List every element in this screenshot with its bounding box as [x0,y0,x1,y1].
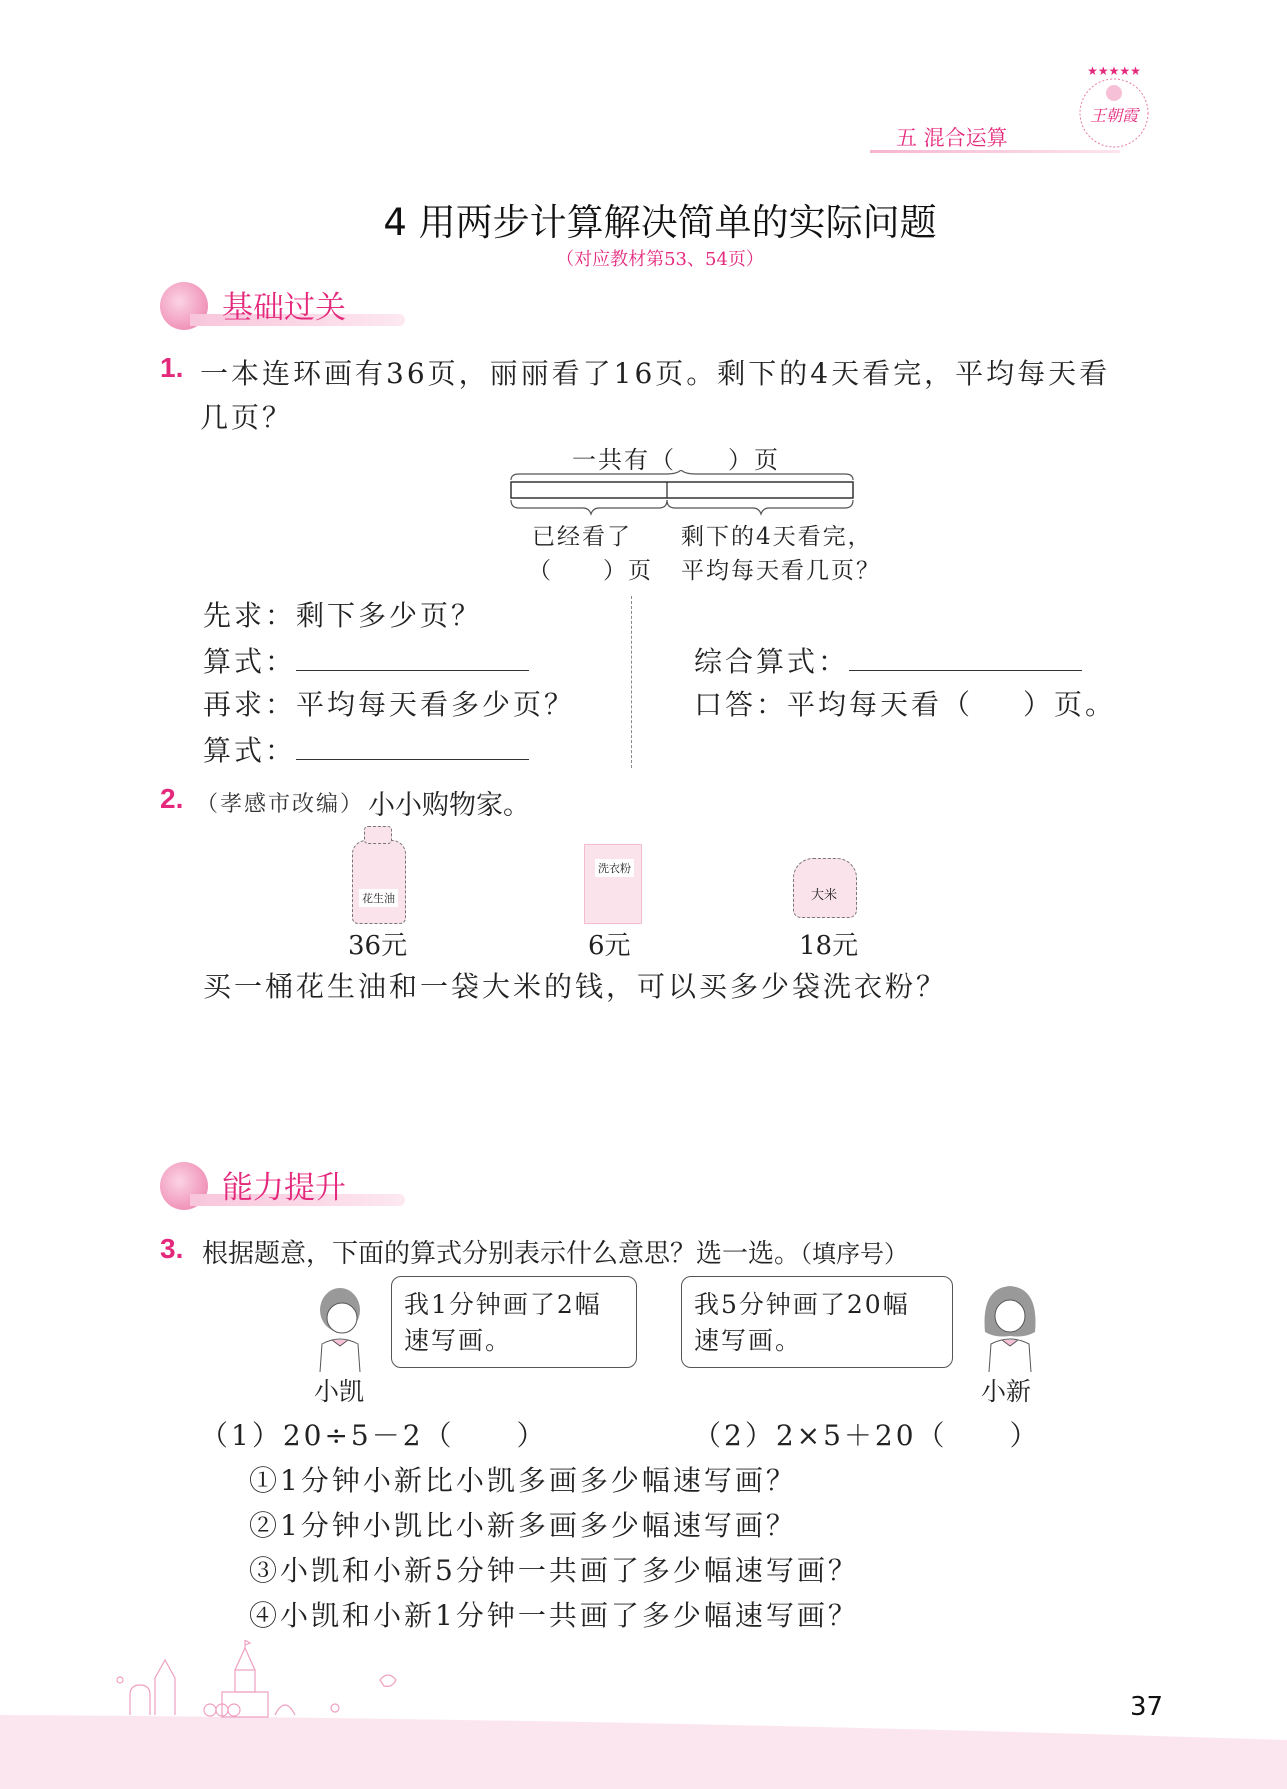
option-3: ③小凯和小新5分钟一共画了多少幅速写画？ [249,1554,859,1587]
product-price: 36元 [348,931,408,961]
boy-xiaokai-illustration [308,1284,372,1372]
option-1: ①1分钟小新比小凯多画多少幅速写画？ [249,1464,797,1497]
girl-xiaoxin-illustration [975,1282,1045,1372]
question-text: 买一桶花生油和一袋大米的钱，可以买多少袋洗衣粉？ [203,970,948,1003]
combined-formula-label: 综合算式： [694,645,850,678]
question-number: 1. [160,352,184,383]
diagram-remaining-question: 平均每天看几页？ [681,558,881,584]
banner-label: 基础过关 [222,290,346,326]
rice-bag-image [793,858,857,918]
peanut-oil-image [352,840,406,924]
banner-label: 能力提升 [222,1170,346,1206]
product-label: 大米 [811,888,838,903]
speech-text: 我5分钟画了20幅 [694,1290,910,1319]
answer-prefix: 口答：平均每天看（ [694,688,974,721]
speech-text: 我1分钟画了2幅 [404,1290,602,1319]
option-2: ②1分钟小凯比小新多画多少幅速写画？ [249,1509,797,1542]
question-source: （孝感市改编） [196,792,365,817]
question-number: 2. [160,783,184,814]
question-number: 3. [160,1233,184,1264]
question-text: 几页？ [200,401,294,434]
speech-bubble-xiaoxin [681,1276,953,1368]
svg-text:★★★★★: ★★★★★ [1087,64,1141,78]
formula1-answer-line[interactable] [296,646,529,671]
column-divider [631,596,632,768]
diagram-total-label: 一共有（ ）页 [572,446,780,474]
expression-2[interactable]: （2）2×5＋20（ ） [693,1419,1041,1452]
formula1-row [203,640,529,680]
svg-text:王朝霞: 王朝霞 [1089,106,1139,125]
combined-formula-row [694,640,1082,680]
detergent-image [584,844,642,924]
formula1-label: 算式： [203,645,297,678]
section-banner-basic [160,282,410,332]
formula2-row [203,729,529,769]
formula2-label: 算式： [203,734,297,767]
page-subtitle: （对应教材第53、54页） [556,249,764,270]
speech-bubble-xiaokai [391,1276,637,1368]
character-name: 小新 [981,1377,1032,1406]
product-price: 18元 [799,931,859,961]
product-label: 洗衣粉 [595,859,634,877]
diagram-read-blank: （ ）页 [528,558,653,584]
diagram-read-label: 已经看了 [532,524,632,550]
formula2-answer-line[interactable] [296,735,529,760]
combined-formula-line[interactable] [849,646,1082,671]
product-label: 花生油 [359,889,398,907]
footer-decoration [0,1640,1287,1789]
speech-text: 速写画。 [694,1326,803,1355]
product-price: 6元 [588,931,631,961]
segment-bar-diagram [505,470,865,520]
answer-suffix: ）页。 [1023,688,1117,721]
answer-row [694,683,1116,723]
brand-logo [1073,63,1155,155]
question-hint: （填序号） [800,1240,909,1268]
question-main: 根据题意，下面的算式分别表示什么意思？选一选。 [202,1239,801,1269]
character-name: 小凯 [314,1377,365,1406]
section-banner-advanced [160,1162,410,1212]
option-4: ④小凯和小新1分钟一共画了多少幅速写画？ [249,1599,859,1632]
question-text [202,1233,908,1270]
step1-label: 先求：剩下多少页？ [203,599,483,632]
step2-label: 再求：平均每天看多少页？ [203,688,576,721]
speech-text: 速写画。 [404,1326,513,1355]
diagram-remaining-label: 剩下的4天看完， [681,524,873,550]
section-header: 五 混合运算 [896,126,1008,150]
question-text: 一本连环画有36页，丽丽看了16页。剩下的4天看完，平均每天看 [200,357,1111,390]
expression-1[interactable]: （1）20÷5－2（ ） [200,1419,548,1452]
page-title: 4 用两步计算解决简单的实际问题 [383,201,937,244]
page-number: 37 [1130,1692,1164,1722]
bottle-cap [364,826,392,844]
question-title: 小小购物家。 [368,790,530,821]
